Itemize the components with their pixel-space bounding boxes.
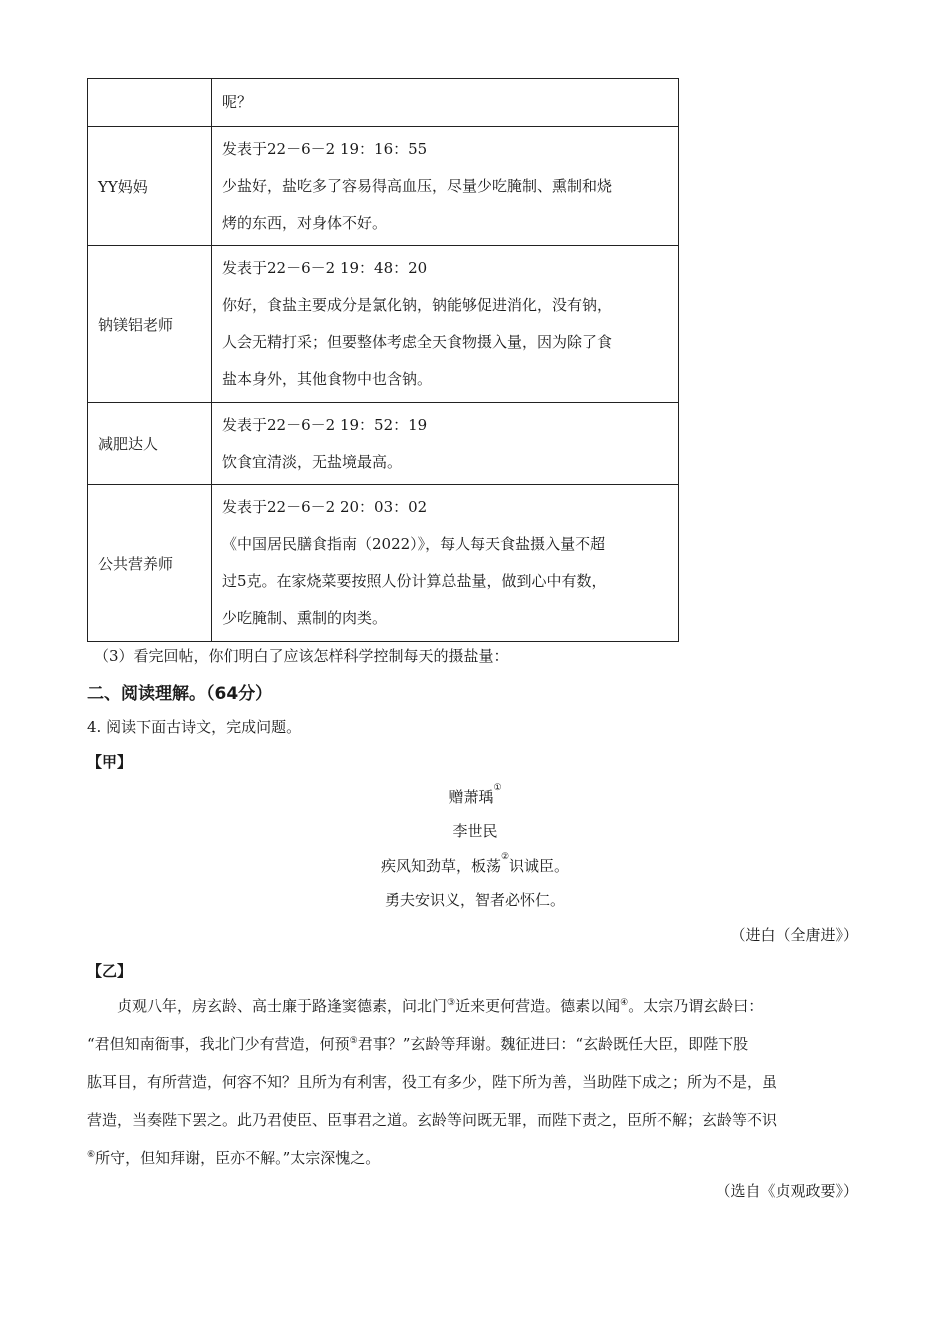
reply-line: 少盐好，盐吃多了容易得高血压，尽量少吃腌制、熏制和烧 [222,176,613,195]
passage-b-label: 【乙】 [87,962,133,980]
reply-timestamp: 发表于22－6－2 19：52：19 [222,415,428,434]
reply-line: 人会无精打采；但要整体考虑全天食物摄入量，因为除了食 [222,333,613,351]
reply-user: YY妈妈 [88,127,212,246]
reply-content [212,246,679,403]
prose-text: 贞观八年，房玄龄、高士廉于路逢窦德素，问北门 [117,997,448,1015]
table-row [88,246,679,403]
footnote-marker: ① [493,783,502,793]
reply-line: 烤的东西，对身体不好。 [222,213,388,232]
prose-line [87,1025,857,1063]
footnote-marker: ④ [620,998,629,1008]
reply-content [212,485,679,642]
footnote-marker: ⑥ [87,1150,96,1160]
poem-source: （进白（全唐进》） [730,926,858,944]
reply-timestamp: 发表于22－6－2 19：48：20 [222,259,428,277]
prose-text: 君事？”玄龄等拜谢。魏征进曰：“玄龄既任大臣，即陛下股 [357,1035,749,1053]
reply-timestamp: 发表于22－6－2 20：03：02 [222,498,428,516]
passage-b-text [87,987,857,1177]
prose-text: 所守，但知拜谢，臣亦不解。”太宗深愧之。 [95,1149,381,1167]
prose-text: “君但知南衙事，我北门少有营造，何预 [87,1035,350,1053]
reply-user [88,79,212,127]
reply-timestamp: 发表于22－6－2 19：16：55 [222,139,428,158]
table-row [88,79,679,127]
prose-line [87,1139,857,1177]
prose-text: 近来更何营造。德素以闻 [455,997,621,1015]
reply-content [212,403,679,485]
reply-user: 公共营养师 [88,485,212,642]
prose-line [87,987,857,1025]
reply-content [212,127,679,246]
footnote-marker: ⑤ [349,1036,358,1046]
reply-line: 少吃腌制、熏制的肉类。 [222,609,388,627]
prose-line: 营造，当奏陛下罢之。此乃君使臣、臣事君之道。玄龄等问既无罪，而陛下责之，臣所不解；玄龄等不识 [87,1111,778,1129]
prose-text: 。太宗乃谓玄龄曰： [628,997,764,1015]
reply-line: 你好，食盐主要成分是氯化钠，钠能够促进消化，没有钠， [222,296,613,314]
reply-content [212,79,679,127]
section-heading: 二、阅读理解。（64分） [87,684,273,704]
reply-line: 《中国居民膳食指南（2022）》，每人每天食盐摄入量不超 [222,535,606,553]
footnote-marker: ② [500,852,510,862]
passage-a-label: 【甲】 [87,753,133,771]
poem-line-1 [0,852,950,876]
question-3-prompt: （3）看完回帖，你们明白了应该怎样科学控制每天的摄盐量： [94,647,509,665]
poem-title-text: 赠萧瑀 [448,788,494,806]
prose-line: 肱耳目，有所营造，何容不知？且所为有利害，役工有多少，陛下所为善，当助陛下成之；所为不是，虽 [87,1073,778,1091]
poem-title [0,783,950,807]
reply-user: 减肥达人 [88,403,212,485]
poem-text: 疾风知劲草，板荡 [380,857,501,875]
poem-text: 识诚臣。 [509,857,570,875]
poem-line-2: 勇夫安识义，智者必怀仁。 [384,891,565,909]
poem-author: 李世民 [452,822,498,840]
reply-line: 盐本身外，其他食物中也含钠。 [222,370,433,388]
table-row [88,485,679,642]
reply-line: 呢？ [222,93,253,111]
reply-line: 饮食宜清淡，无盐境最高。 [222,452,403,471]
forum-reply-table [87,78,679,642]
question-4-prompt: 4. 阅读下面古诗文，完成问题。 [87,718,302,736]
footnote-marker: ③ [447,998,456,1008]
prose-source: （选自《贞观政要》） [715,1182,858,1200]
reply-line: 过5克。在家烧菜要按照人份计算总盐量，做到心中有数， [222,572,607,590]
reply-user: 钠镁铝老师 [88,246,212,403]
table-row [88,403,679,485]
table-row [88,127,679,246]
